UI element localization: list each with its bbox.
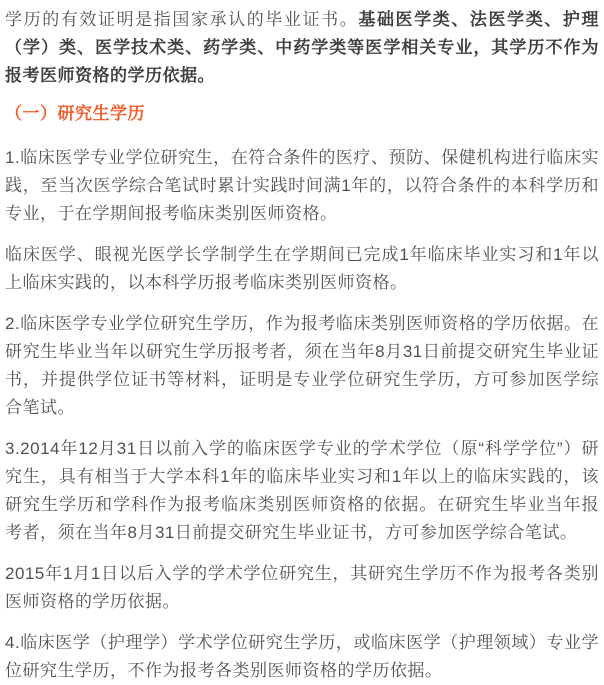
paragraph-3: 2.临床医学专业学位研究生学历，作为报考临床类别医师资格的学历依据。在研究生毕业当年以研究生学历报考者，须在当年8月31日前提交研究生毕业证书，并提供学位证书等材料，证明是专业学位研究生学历，方可参加医学综合笔试。 [5,314,599,417]
section-heading-graduate-degree: （一）研究生学历 [5,104,145,123]
paragraph-2: 临床医学、眼视光医学长学制学生在学期间已完成1年临床毕业实习和1年以上临床实践的，以本科学历报考临床类别医师资格。 [5,245,599,292]
intro-bold-text: 基础医学类、法医学类、护理（学）类、医学技术类、药学类、中药学类等医学相关专业，其学历不作为报考医师资格的学历依据。 [5,10,600,85]
intro-paragraph [5,6,599,90]
paragraph-1: 1.临床医学专业学位研究生，在符合条件的医疗、预防、保健机构进行临床实践，至当次医学综合笔试时累计实践时间满1年的，以符合条件的本科学历和专业，于在学期间报考临床类别医师资格。 [5,148,599,223]
paragraph-5: 2015年1月1日以后入学的学术学位研究生，其研究生学历不作为报考各类别医师资格的学历依据。 [5,564,599,611]
paragraph-4: 3.2014年12月31日以前入学的临床医学专业的学术学位（原“科学学位”）研究生，具有相当于大学本科1年的临床毕业实习和1年以上的临床实践的，该研究生学历和学科作为报考临床类别医师资格的依据。在研究生毕业当年报考者，须在当年8月31日前提交研究生毕业证书，方可参加医学综合笔试。 [5,439,599,542]
intro-normal-text: 学历的有效证明是指国家承认的毕业证书。 [5,10,359,29]
paragraph-6: 4.临床医学（护理学）学术学位研究生学历，或临床医学（护理领域）专业学位研究生学历，不作为报考各类别医师资格的学历依据。 [5,633,599,680]
